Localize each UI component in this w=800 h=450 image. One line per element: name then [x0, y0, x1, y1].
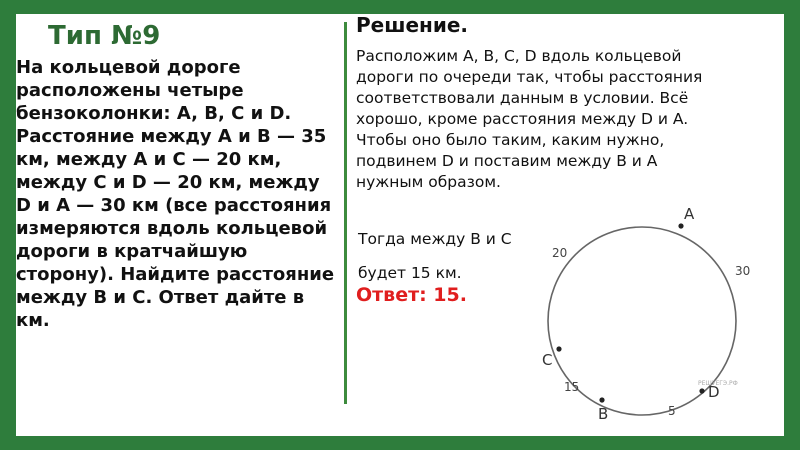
slide-title: Тип №9	[48, 21, 161, 51]
conclusion-line-1: Тогда между B и C	[358, 230, 512, 248]
solution-text: Расположим A, B, C, D вдоль кольцевой дороги по очереди так, чтобы расстояния соответствовали данным в условии. Всё хорошо, кроме расстояния между D и A. Чтобы оно было таким, каким нужно, подвинем D и поставим между B и A нужным образом.	[356, 47, 703, 191]
point-c-dot	[556, 346, 561, 351]
distance-c-a-label: 20	[552, 246, 568, 260]
point-b-label: B	[598, 405, 609, 423]
point-d-dot	[699, 388, 704, 393]
solution-heading: Решение.	[356, 13, 469, 37]
problem-panel	[16, 18, 336, 332]
point-a-dot	[678, 223, 683, 228]
answer-text: Ответ: 15.	[356, 284, 467, 306]
conclusion-line-2: будет 15 км.	[358, 264, 462, 282]
problem-text: На кольцевой дороге расположены четыре бензоколонки: A, B, C и D. Расстояние между A и B — 35 км, между A и C — 20 км, между C и D — 20 км, между D и A — 30 км (все расстояния измеряются вдоль кольцевой дороги в кратчайшую сторону). Найдите расстояние между B и C. Ответ дайте в км.	[16, 57, 335, 331]
ring-road-diagram	[530, 205, 760, 430]
distance-a-d-label: 30	[735, 264, 751, 278]
distance-b-d-label: 5	[668, 404, 676, 418]
distance-c-b-label: 15	[564, 380, 580, 394]
point-b-dot	[599, 397, 604, 402]
conclusion-text	[358, 222, 512, 290]
vertical-divider	[344, 22, 347, 404]
watermark: РЕШУЕГЭ.РФ	[698, 380, 738, 387]
point-c-label: C	[542, 351, 553, 369]
point-a-label: A	[684, 205, 695, 223]
point-d-label: D	[708, 383, 720, 401]
